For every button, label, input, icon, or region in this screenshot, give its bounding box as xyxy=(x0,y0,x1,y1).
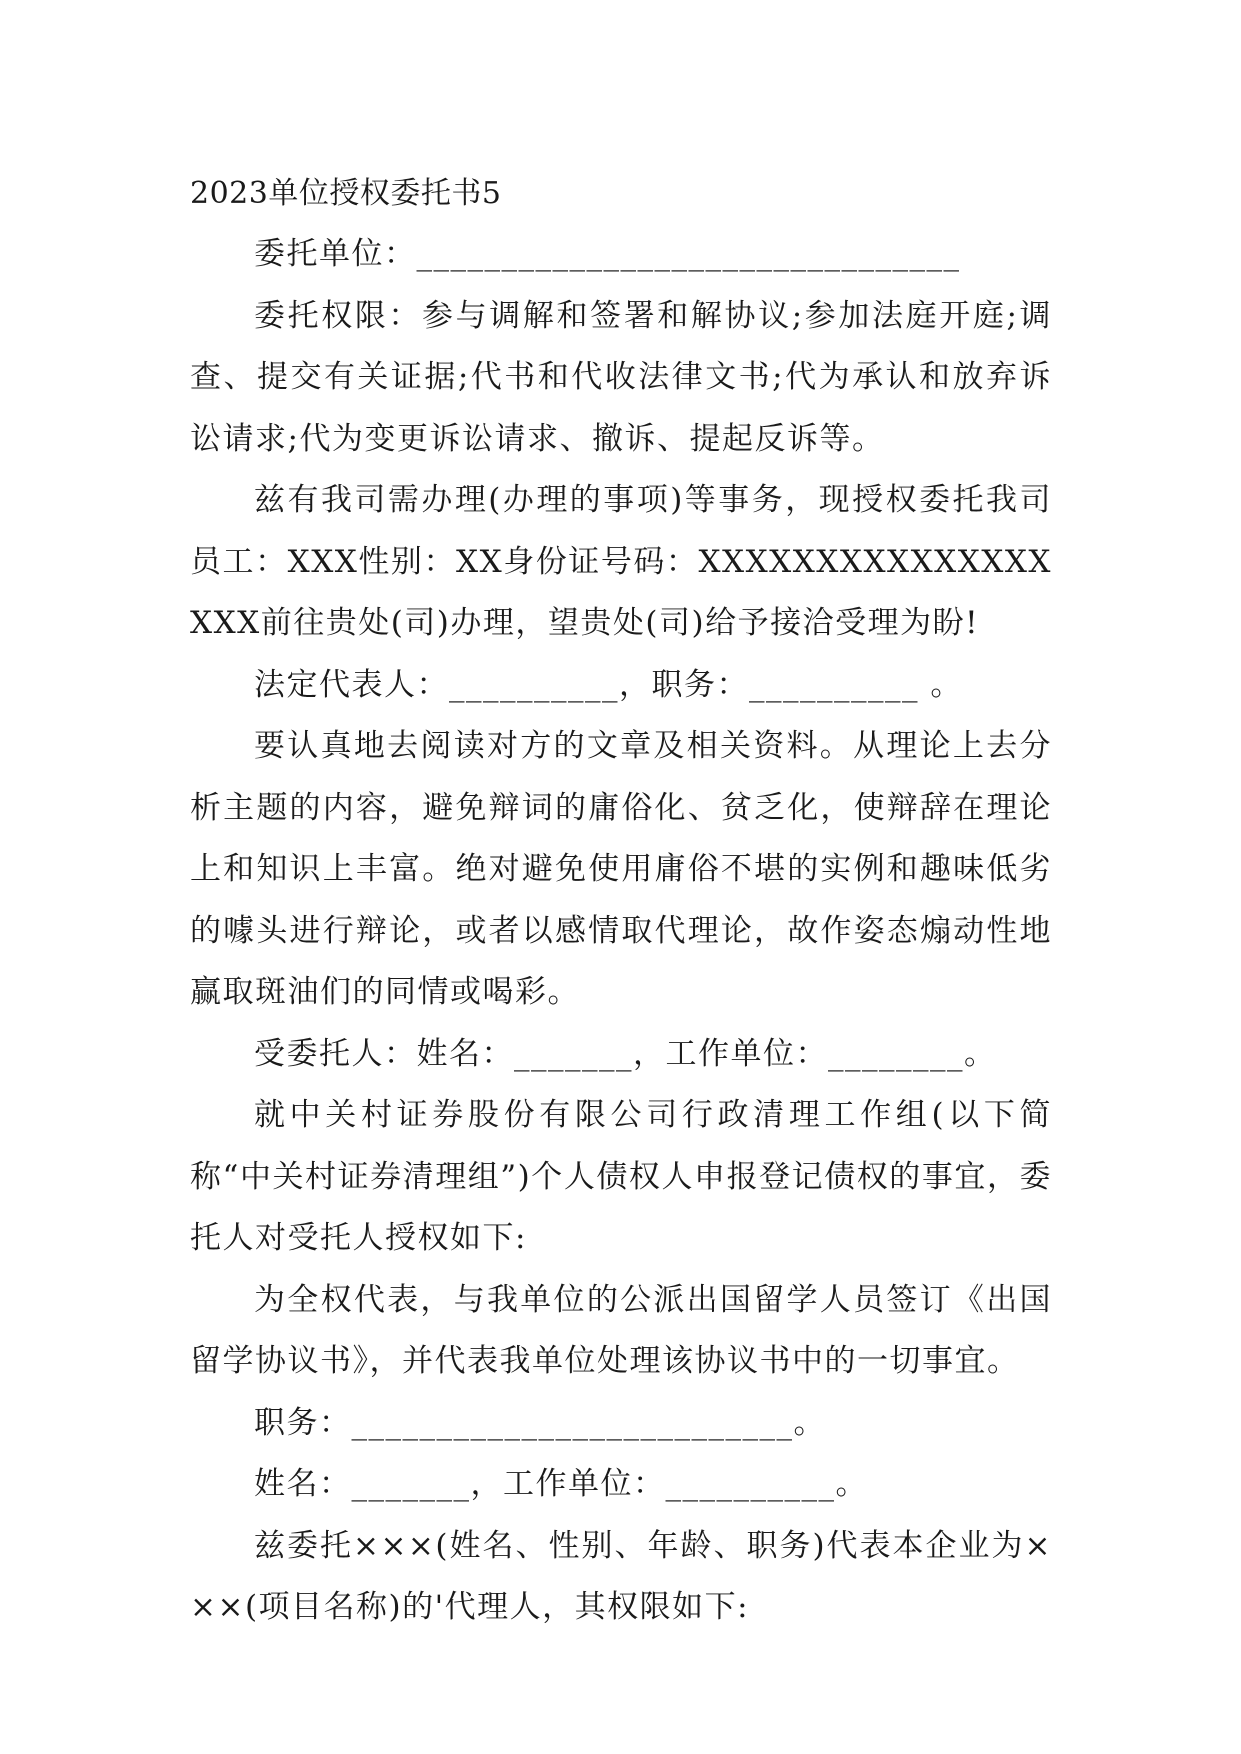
paragraph-name-work-unit: 姓名：_______，工作单位：__________。 xyxy=(254,1466,868,1502)
document-title: 2023单位授权委托书5 xyxy=(190,176,502,211)
paragraph-study-abroad-agreement: 为全权代表，与我单位的公派出国留学人员签订《出国留学协议书》，并代表我单位处理该协议书中的一切事宜。 xyxy=(190,1281,1052,1379)
paragraph-zhongguancun-claims: 就中关村证券股份有限公司行政清理工作组(以下简称“中关村证券清理组”)个人债权人申报登记债权的事宜，委托人对受托人授权如下: xyxy=(190,1097,1052,1256)
paragraph-agent-authority: 兹委托×××(姓名、性别、年龄、职务)代表本企业为×××(项目名称)的'代理人，其权限如下: xyxy=(190,1527,1052,1625)
paragraph-trustee-info: 受委托人：姓名：_______，工作单位：________。 xyxy=(254,1035,997,1072)
paragraph-position: 职务：__________________________。 xyxy=(254,1404,826,1441)
paragraph-debate-advice: 要认真地去阅读对方的文章及相关资料。从理论上去分析主题的内容，避免辩词的庸俗化、贫乏化，使辩辞在理论上和知识上丰富。绝对避免使用庸俗不堪的实例和趣味低劣的噱头进行辩论，或者以感情取代理论，故作姿态煽动性地赢取斑油们的同情或喝彩。 xyxy=(190,728,1052,1010)
document-page xyxy=(190,164,1052,1639)
paragraph-entrusting-unit: 委托单位：________________________________ xyxy=(254,236,961,272)
paragraph-legal-representative: 法定代表人：__________，职务：__________ 。 xyxy=(254,666,963,703)
paragraph-authority-scope: 委托权限：参与调解和签署和解协议;参加法庭开庭;调查、提交有关证据;代书和代收法律文书;代为承认和放弃诉讼请求;代为变更诉讼请求、撤诉、提起反诉等。 xyxy=(190,297,1052,457)
paragraph-authorization-notice: 兹有我司需办理(办理的事项)等事务，现授权委托我司员工：XXX性别：XX身份证号码：XXXXXXXXXXXXXXXXXX前往贵处(司)办理，望贵处(司)给予接洽受理为盼! xyxy=(190,482,1052,641)
